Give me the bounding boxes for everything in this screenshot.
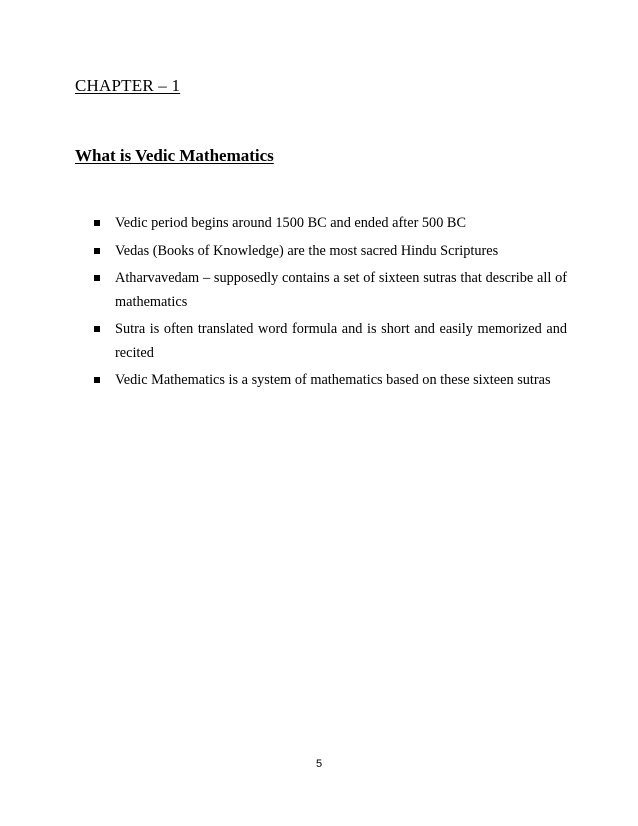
list-item bbox=[93, 212, 567, 236]
bullet-text: Vedic Mathematics is a system of mathematics based on these sixteen sutras bbox=[115, 372, 551, 388]
square-bullet-icon bbox=[94, 275, 100, 281]
bullet-text: Vedic period begins around 1500 BC and ended after 500 BC bbox=[115, 215, 466, 231]
bullet-text: Atharvavedam – supposedly contains a set of sixteen sutras that describe all of mathematics bbox=[115, 270, 567, 310]
square-bullet-icon bbox=[94, 326, 100, 332]
list-item bbox=[93, 369, 567, 393]
list-item bbox=[93, 318, 567, 365]
page-number: 5 bbox=[315, 758, 323, 770]
square-bullet-icon bbox=[94, 248, 100, 254]
square-bullet-icon bbox=[94, 377, 100, 383]
square-bullet-icon bbox=[94, 220, 100, 226]
bullet-list bbox=[93, 212, 567, 397]
list-item bbox=[93, 267, 567, 314]
list-item bbox=[93, 240, 567, 264]
chapter-heading: CHAPTER – 1 bbox=[75, 76, 181, 95]
bullet-text: Vedas (Books of Knowledge) are the most sacred Hindu Scriptures bbox=[115, 242, 499, 259]
bullet-text: Sutra is often translated word formula and is short and easily memorized and recited bbox=[115, 321, 567, 361]
section-title: What is Vedic Mathematics bbox=[75, 146, 274, 165]
